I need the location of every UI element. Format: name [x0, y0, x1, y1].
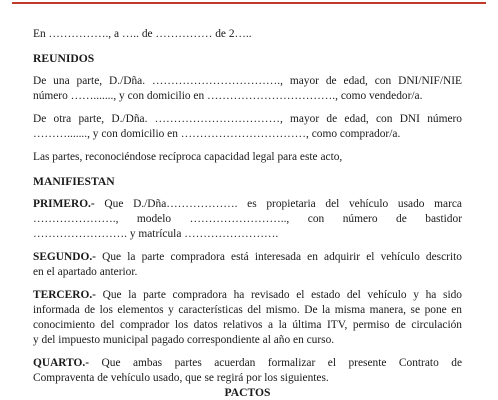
- parties-line: Las partes, reconociéndose recíproca capacidad legal para este acto,: [33, 151, 343, 163]
- top-border-line: [12, 2, 486, 4]
- cuarto-line-1: QUARTO.- Que ambas partes acuerdan formalizar el presente Contrato de: [33, 357, 462, 369]
- buyer-line-1: De otra parte, D./Dña. ……………………………, mayor de edad, con DNI número: [33, 113, 462, 125]
- buyer-line-2: ………......., y con domicilio en ……………………………, como comprador/a.: [33, 128, 401, 140]
- pactos-heading: PACTOS: [224, 386, 271, 399]
- segundo-line-1: SEGUNDO.- Que la parte compradora está interesada en adquirir el vehículo descrito: [33, 251, 462, 263]
- seller-line-1: De una parte, D./Dña. ……………………………., mayor de edad, con DNI/NIF/NIE: [33, 75, 462, 87]
- primero-label: PRIMERO.-: [33, 198, 95, 210]
- date-line: En ……………., a ….. de …………… de 2…..: [33, 28, 252, 40]
- segundo-line-2: en el apartado anterior.: [33, 266, 138, 278]
- cuarto-label: QUARTO.-: [33, 357, 90, 369]
- primero-line-1: PRIMERO.- Que D./Dña………………. es propietaria del vehículo usado marca: [33, 198, 462, 210]
- reunidos-heading: REUNIDOS: [33, 52, 95, 65]
- tercero-line-3: conocimiento del comprador los datos relativos a la última ITV, permiso de circulación: [33, 319, 462, 331]
- tercero-line-2: informada de los elementos y características del mismo. De la misma manera, se pone en: [33, 304, 462, 316]
- primero-line-3: ……………………. y matrícula …………………….: [33, 228, 279, 240]
- manifiestan-heading: MANIFIESTAN: [33, 175, 115, 188]
- tercero-line-4: y del impuesto municipal pagado correspondiente al año en curso.: [33, 334, 335, 346]
- primero-line-2: …………………., modelo …………………….., con número de bastidor: [33, 213, 462, 225]
- seller-line-2: número ……......., y con domicilio en ……………………………., como vendedor/a.: [33, 90, 423, 102]
- tercero-label: TERCERO.-: [33, 289, 96, 301]
- cuarto-line-2: Compraventa de vehículo usado, que se regirá por los siguientes.: [33, 372, 329, 384]
- tercero-line-1: TERCERO.- Que la parte compradora ha revisado el estado del vehículo y ha sido: [33, 289, 462, 301]
- segundo-label: SEGUNDO.-: [33, 251, 96, 263]
